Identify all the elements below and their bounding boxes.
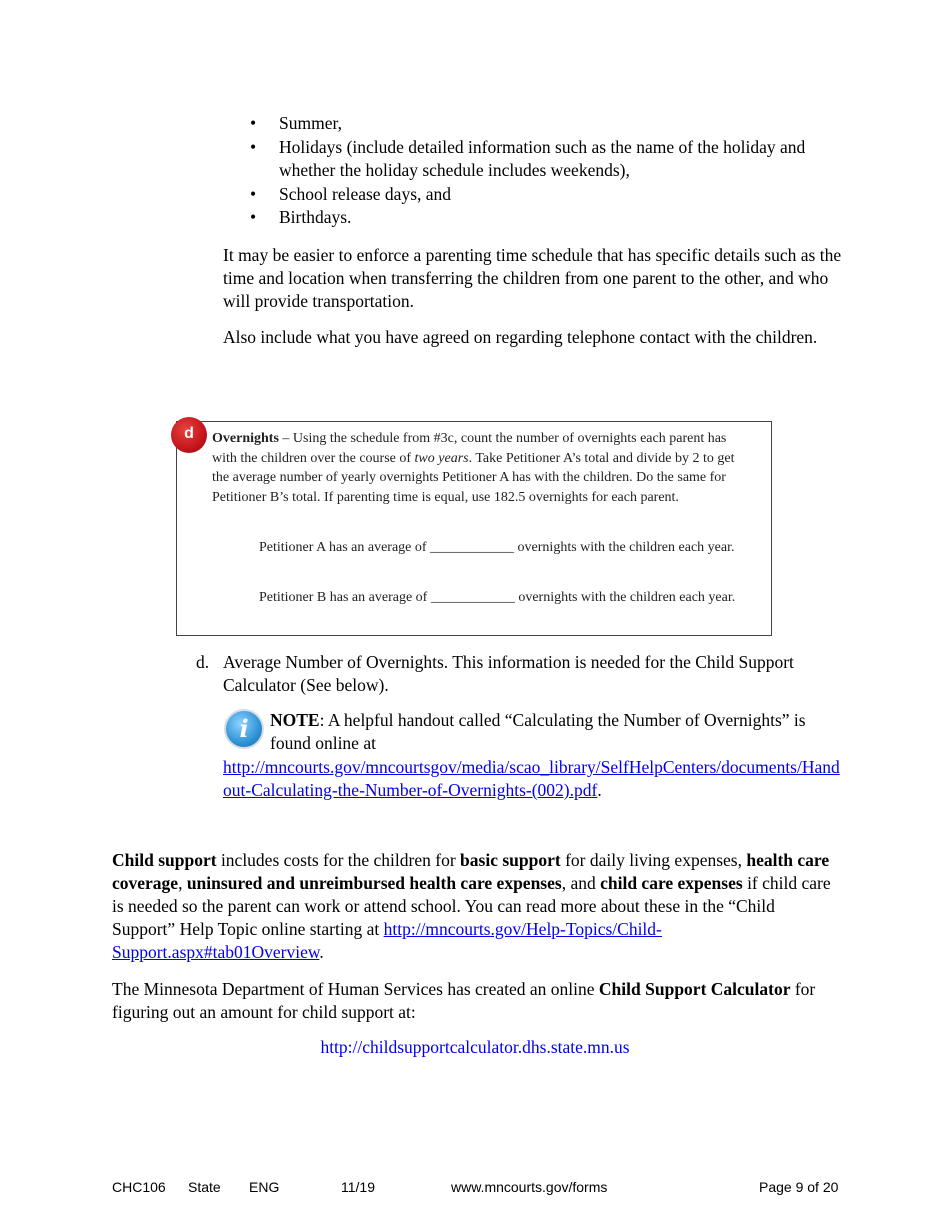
footer-page-number: Page 9 of 20 [759, 1179, 839, 1195]
list-item: • Birthdays. [250, 206, 850, 230]
overnights-instructions [212, 429, 752, 507]
footer-website: www.mncourts.gov/forms [451, 1179, 608, 1195]
paragraph-text: The Minnesota Department of Human Services has created an online [112, 979, 599, 999]
bold-term: Child Support Calculator [598, 979, 791, 999]
child-support-calculator-link[interactable]: http://childsupportcalculator.dhs.state.mn.us [320, 1037, 630, 1057]
overnights-heading: Overnights [212, 431, 279, 446]
note-link-period: . [597, 780, 602, 800]
note-label: NOTE [270, 710, 320, 730]
dhs-paragraph [112, 978, 842, 1024]
overnights-emphasis: two years [414, 450, 469, 466]
overnights-text: . Take Petitioner A’s total and divide by 2 to get the average number of yearly overnights Petitioner A has with the children. Do the same for Petitioner B’s total. If parenting time is equal, use 182.5 overnights for each parent. [212, 450, 735, 505]
list-item: • School release days, and [250, 183, 850, 207]
footer-language: ENG [249, 1179, 280, 1195]
petitioner-a-line: Petitioner A has an average of ____________ overnights with the children each year. [259, 540, 735, 555]
item-d-text: Average Number of Overnights. This information is needed for the Child Support Calculator (See below). [223, 652, 794, 695]
footer-state: State [188, 1179, 221, 1195]
page-footer [0, 1179, 950, 1199]
d-badge-icon: d [171, 417, 207, 453]
bold-term: basic support [460, 850, 561, 870]
bold-term: Child support [112, 850, 217, 870]
note-paragraph [270, 709, 845, 755]
list-item: • Summer, [250, 112, 850, 136]
overnights-text: – Using the schedule from #3c, count the number of overnights each parent has with the children over the course of [212, 431, 727, 466]
bold-term: child care expenses [600, 873, 743, 893]
paragraph-text: if child care is needed so the parent can work or attend school. You can read more about these in the “Child Support” Help Topic online starting at [112, 873, 831, 939]
petitioner-b-line: Petitioner B has an average of ____________ overnights with the children each year. [259, 590, 736, 605]
note-text: : A helpful handout called “Calculating the Number of Overnights” is found online at [270, 710, 806, 753]
paragraph-text: , and [561, 873, 601, 893]
bold-term: health care coverage [112, 850, 830, 893]
paragraph-text: for figuring out an amount for child support at: [112, 979, 816, 1022]
child-support-paragraph [112, 849, 842, 964]
enforce-paragraph: It may be easier to enforce a parenting time schedule that has specific details such as the time and location when transferring the children from one parent to the other, and who will provide transportation. [223, 245, 842, 311]
telephone-paragraph: Also include what you have agreed on regarding telephone contact with the children. [223, 327, 818, 347]
footer-form-number: CHC106 [112, 1179, 166, 1195]
note-link-line [223, 756, 843, 802]
paragraph-text: , [178, 873, 187, 893]
schedule-bullet-list [250, 112, 850, 230]
footer-date: 11/19 [341, 1179, 375, 1195]
list-item: • Holidays (include detailed information such as the name of the holiday and whether the holiday schedule includes weekends), [250, 136, 850, 183]
child-support-help-link[interactable]: http://mncourts.gov/Help-Topics/Child-Support.aspx#tab01Overview [112, 919, 662, 962]
paragraph-text: for daily living expenses, [560, 850, 747, 870]
overnights-handout-link[interactable]: http://mncourts.gov/mncourtsgov/media/scao_library/SelfHelpCenters/documents/Handout-Calculating-the-Number-of-Overnights-(002).pdf [223, 757, 840, 800]
item-d-marker: d. [196, 652, 210, 672]
bold-term: uninsured and unreimbursed health care expenses [186, 873, 562, 893]
paragraph-text: . [319, 942, 324, 962]
info-icon: i [224, 709, 264, 749]
paragraph-text: includes costs for the children for [216, 850, 461, 870]
